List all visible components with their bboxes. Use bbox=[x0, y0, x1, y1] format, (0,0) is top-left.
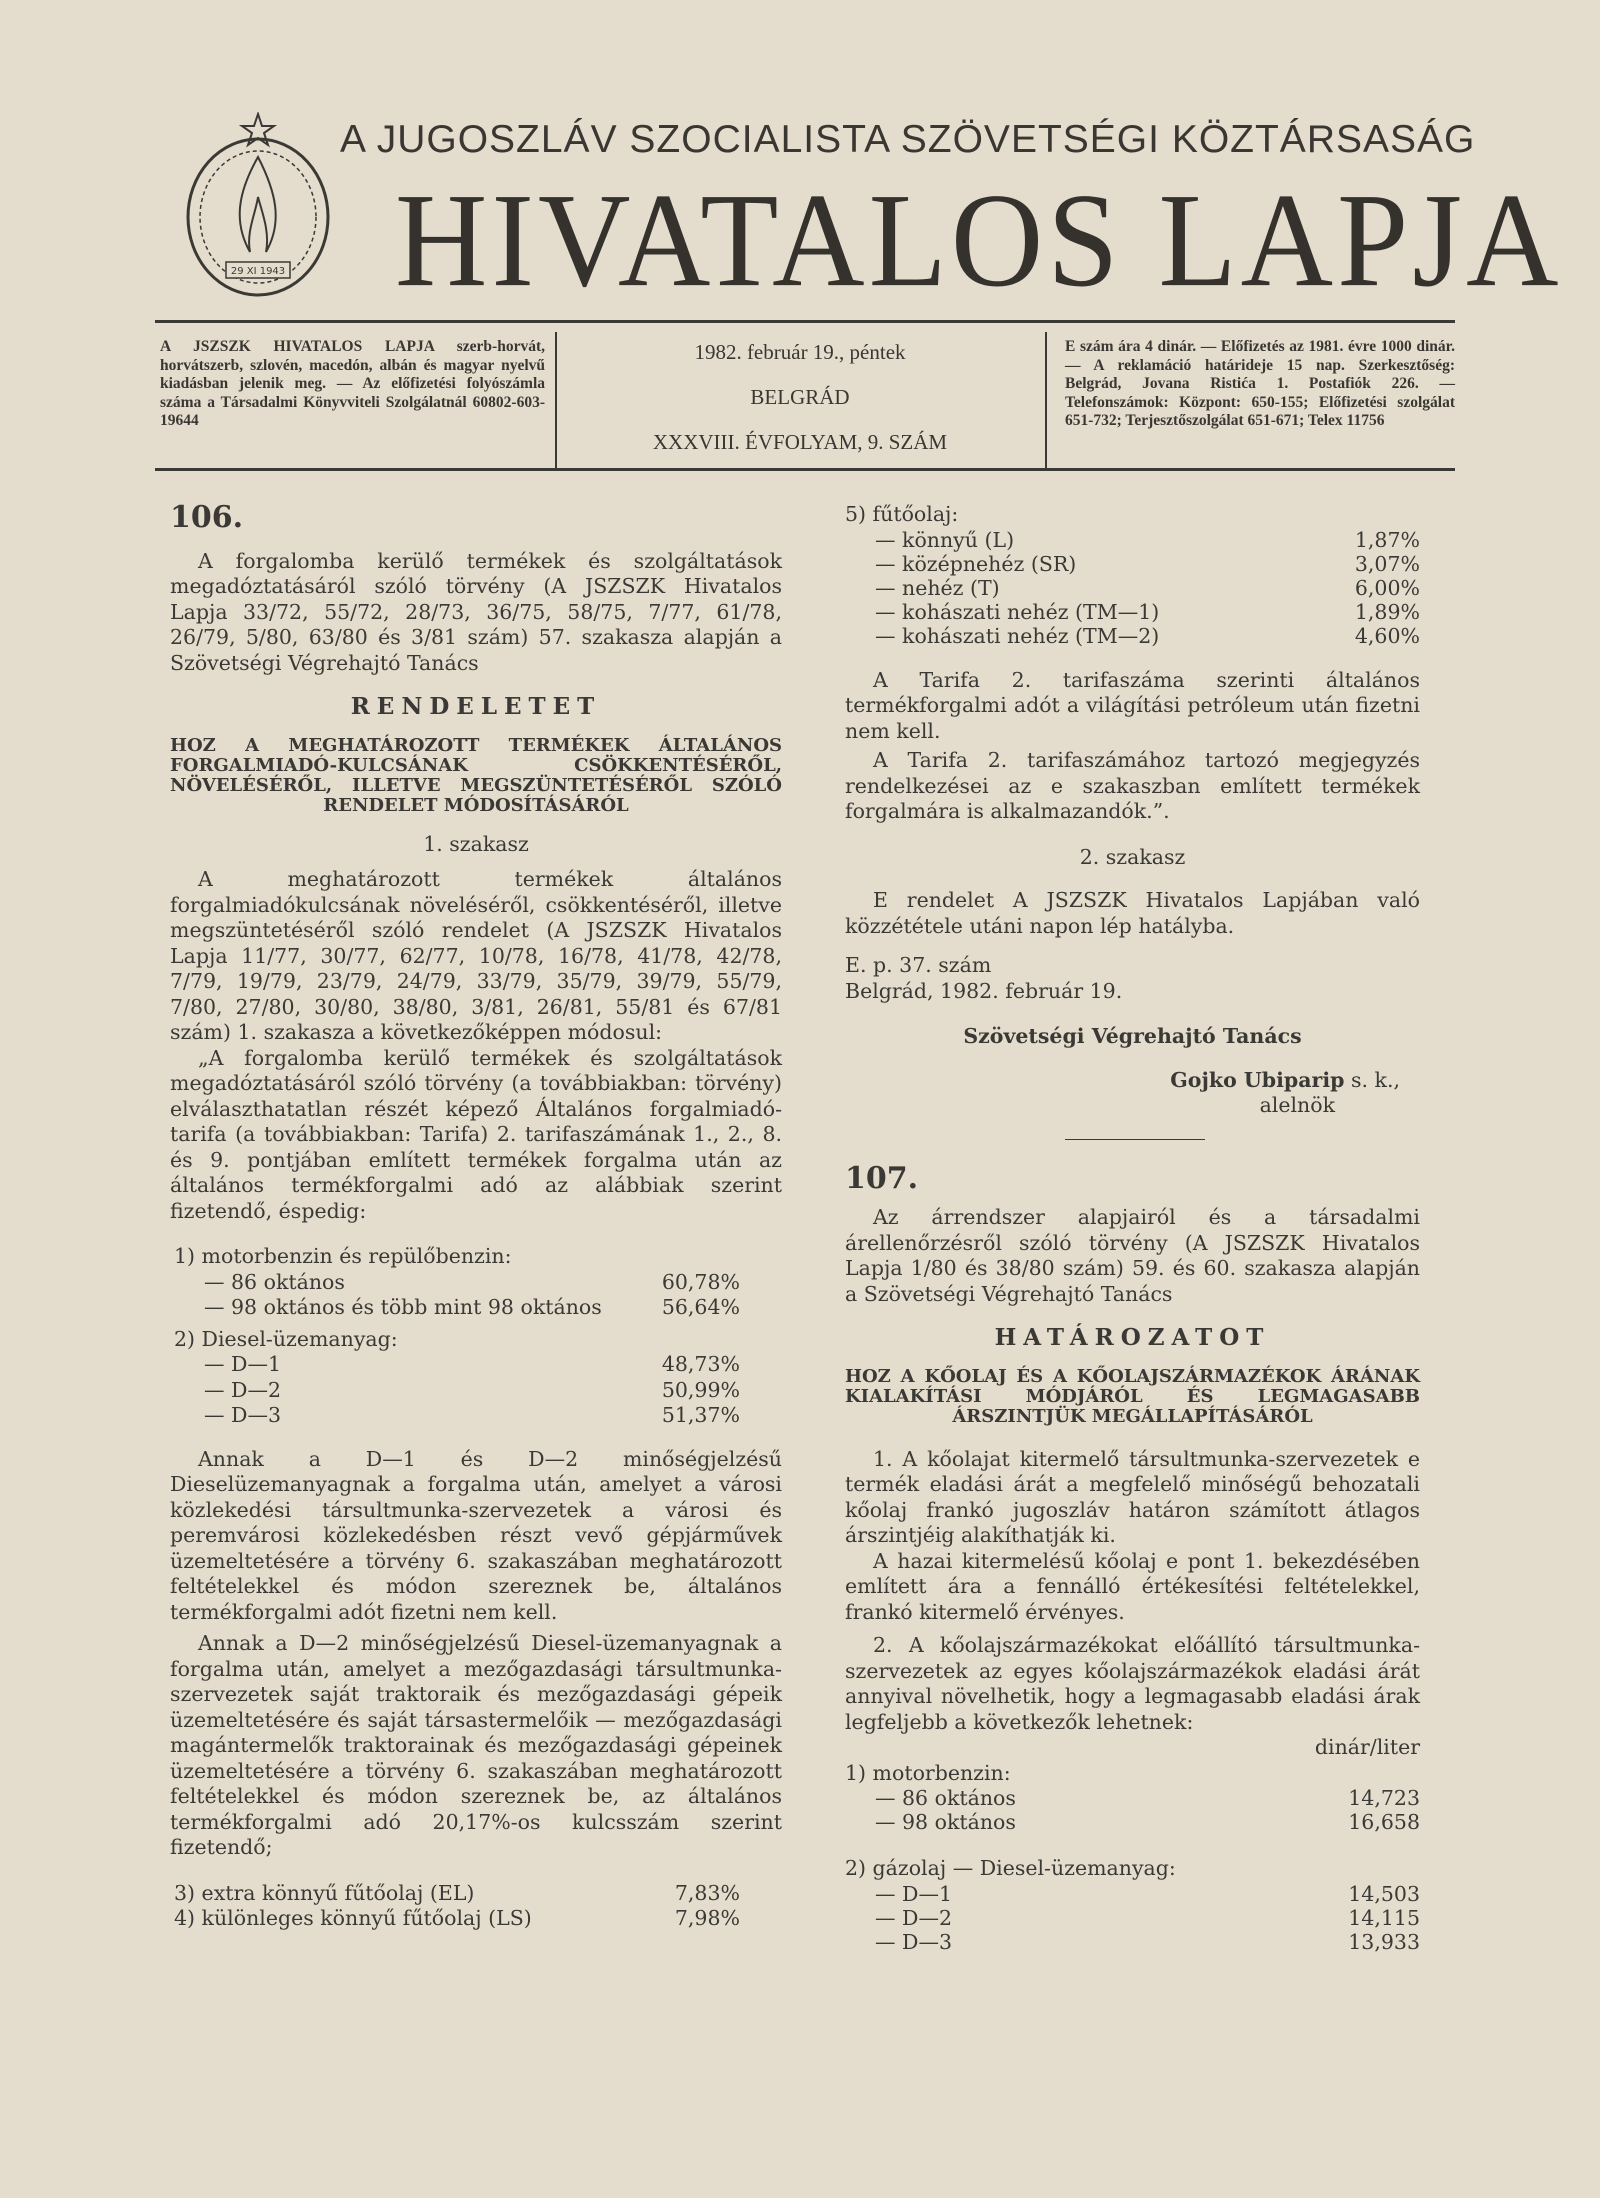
state-emblem-icon bbox=[178, 112, 338, 312]
paragraph: A meghatározott termékek általános forgalmiadókulcsának növeléséről, csökkentéséről, illetve megszüntetéséről szóló rendelet (A JSZSZK Hivatalos Lapja 11/77, 30/77, 62/77, 10/78, 16/78, 41/78, 42/78, 7/79, 19/79, 23/79, 24/79, 33/79, 35/79, 39/79, 55/79, 7/80, 27/80, 30/80, 38/80, 3/81, 26/81, 55/81 és 67/81 szám) 1. szakasza a következőképpen módosul: bbox=[170, 867, 782, 1044]
signer-sk: s. k., bbox=[1350, 1067, 1400, 1092]
rate-row: — kohászati nehéz (TM—2) 4,60% bbox=[875, 623, 1420, 648]
header-top-rule bbox=[155, 320, 1455, 323]
header-left-info: A JSZSZK HIVATALOS LAPJA szerb-horvát, horvátszerb, szlovén, macedón, albán és magyar nyelvű kiadásban jelenik meg. — Az előfizetési folyószámla száma a Társadalmi Könyvviteli Szolgálatnál 60802-603-19644 bbox=[160, 338, 545, 429]
reference-number: E. p. 37. szám bbox=[845, 953, 992, 977]
right-column bbox=[845, 502, 1420, 1954]
section-heading: 1. szakasz bbox=[423, 831, 529, 856]
header-center bbox=[560, 340, 1040, 475]
header-divider bbox=[1045, 332, 1047, 470]
list-label: 2) Diesel-üzemanyag: bbox=[174, 1326, 398, 1351]
act-number: 107. bbox=[845, 1160, 919, 1196]
decision-title: HOZ A KŐOLAJ ÉS A KŐOLAJSZÁRMAZÉKOK ÁRÁNAK KIALAKÍTÁSI MÓDJÁRÓL ÉS LEGMAGASABB ÁRSZINTJÜK MEGÁLLAPÍTÁSÁRÓL bbox=[845, 1365, 1420, 1427]
header-bottom-rule bbox=[155, 468, 1455, 471]
signer-name: Gojko Ubiparip bbox=[1170, 1067, 1345, 1092]
paragraph: A Tarifa 2. tarifaszáma szerinti általános termékforgalmi adót a világítási petróleum után fizetni nem kell. bbox=[845, 667, 1420, 743]
signer-role: alelnök bbox=[1259, 1093, 1335, 1117]
decision-type: HATÁROZATOT bbox=[994, 1324, 1271, 1351]
svg-text:29 XI 1943: 29 XI 1943 bbox=[230, 266, 286, 277]
decree-type: RENDELETET bbox=[350, 693, 602, 720]
place-date: Belgrád, 1982. február 19. bbox=[845, 978, 1123, 1003]
rate-list-motor bbox=[170, 1244, 782, 1429]
issue-number: XXXVIII. ÉVFOLYAM, 9. SZÁM bbox=[652, 430, 948, 454]
paragraph: „A forgalomba kerülő termékek és szolgáltatások megadóztatásáról szóló törvény (a továbbiakban: törvény) elválaszthatatlan részét képező Általános forgalmiadó-tarifa (a továbbiakban: Tarifa) 2. tarifaszámának 1., 2., 8. és 9. pontjában említett termékek forgalma után az általános termékforgalmi adó az alábbiak szerint fizetendő, éspedig: bbox=[170, 1045, 782, 1223]
act-number: 106. bbox=[170, 500, 244, 535]
preamble: Az árrendszer alapjairól és a társadalmi árellenőrzésről szóló törvény (A JSZSZK Hivatalos Lapja 1/80 és 38/80 szám) 59. és 60. szakasza alapján a Szövetségi Végrehajtó Tanács bbox=[845, 1205, 1420, 1306]
paragraph: 2. A kőolajszármazékokat előállító társultmunka-szervezetek az egyes kőolajszármazékok eladási árát annyival növelhetik, hogy a legmagasabb eladási árak legfeljebb a következők lehetnek: bbox=[845, 1633, 1420, 1734]
rate-list-heating bbox=[170, 1881, 782, 1932]
paragraph: A hazai kitermelésű kőolaj e pont 1. bekezdésében említett ára a fennálló értékesítési feltételekkel, frankó kitermelő érvényes. bbox=[845, 1548, 1420, 1624]
list-label: 2) gázolaj — Diesel-üzemanyag: bbox=[845, 1856, 1176, 1880]
paragraph: 1. A kőolajat kitermelő társultmunka-szervezetek e termék eladási árát a megfelelő minőségű behozatali kőolaj frankó jugoszláv határon számított átlagos árszintjéig alakíthatják ki. bbox=[845, 1446, 1420, 1547]
price-row: — 98 oktános 16,658 bbox=[875, 1810, 1420, 1834]
header-divider bbox=[555, 332, 557, 470]
list-label: 5) fűtőolaj: bbox=[845, 502, 959, 526]
signature bbox=[845, 1068, 1420, 1094]
list-label: 1) motorbenzin és repülőbenzin: bbox=[174, 1244, 512, 1268]
masthead-supertitle: A JUGOSZLÁV SZOCIALISTA SZÖVETSÉGI KÖZTÁRSASÁG bbox=[340, 118, 1476, 161]
price-row: — 86 oktános 14,723 bbox=[875, 1786, 1420, 1810]
rate-row: 4) különleges könnyű fűtőolaj (LS) 7,98% bbox=[174, 1906, 740, 1930]
price-list bbox=[845, 1735, 1420, 1954]
paragraph: E rendelet A JSZSZK Hivatalos Lapjában való közzététele utáni napon lép hatályba. bbox=[845, 888, 1420, 938]
price-row: — D—2 14,115 bbox=[875, 1905, 1420, 1930]
issue-city: BELGRÁD bbox=[750, 385, 850, 409]
masthead-title: HIVATALOS LAPJA bbox=[395, 165, 1563, 315]
rate-row: — könnyű (L) 1,87% bbox=[875, 527, 1420, 552]
paragraph: Annak a D—1 és D—2 minőségjelzésű Dieselüzemanyagnak a forgalma után, amelyet a városi közlekedési társultmunka-szervezetek a városi és peremvárosi közlekedésben részt vevő gépjárművek üzemeltetésére a törvény 6. szakaszában meghatározott feltételekkel és módon szereznek be, általános termékforgalmi adót fizetni nem kell. bbox=[170, 1446, 782, 1624]
rate-row: — nehéz (T) 6,00% bbox=[875, 575, 1420, 600]
header-right-info: E szám ára 4 dinár. — Előfizetés az 1981. évre 1000 dinár. — A reklamáció határideje 15 nap. Szerkesztőség: Belgrád, Jovana Ristića 1. Postafiók 226. — Telefonszámok: Központ: 650-155; Előfizetési szolgálat 651-732; Terjesztőszolgálat 651-671; Telex 11756 bbox=[1065, 338, 1455, 429]
rate-list-fueloil bbox=[845, 502, 1420, 648]
rate-row: — 86 oktános 60,78% bbox=[204, 1269, 740, 1294]
price-unit: dinár/liter bbox=[1314, 1735, 1420, 1759]
list-label: 1) motorbenzin: bbox=[845, 1760, 1011, 1785]
rate-row: 3) extra könnyű fűtőolaj (EL) 7,83% bbox=[174, 1880, 740, 1905]
rate-row: — D—3 51,37% bbox=[204, 1403, 740, 1427]
section-heading: 2. szakasz bbox=[1079, 844, 1186, 869]
rate-row: — középnehéz (SR) 3,07% bbox=[875, 551, 1420, 576]
rate-row: — D—2 50,99% bbox=[204, 1377, 740, 1402]
signer-body: Szövetségi Végrehajtó Tanács bbox=[963, 1024, 1302, 1048]
decree-title: HOZ A MEGHATÁROZOTT TERMÉKEK ÁLTALÁNOS FORGALMIADÓ-KULCSÁNAK CSÖKKENTÉSÉRŐL, NÖVELÉSÉRŐL, ILLETVE MEGSZÜNTETÉSÉRŐL SZÓLÓ RENDELET MÓDOSÍTÁSÁRÓL bbox=[170, 734, 782, 816]
price-row: — D—3 13,933 bbox=[875, 1929, 1420, 1954]
left-column bbox=[170, 500, 782, 1932]
paragraph: A Tarifa 2. tarifaszámához tartozó megjegyzés rendelkezései az e szakaszban említett termékek forgalmára is alkalmazandók.”. bbox=[845, 748, 1420, 823]
rate-row: — D—1 48,73% bbox=[204, 1352, 740, 1376]
paragraph: Annak a D—2 minőségjelzésű Diesel-üzemanyagnak a forgalma után, amelyet a mezőgazdasági társultmunka-szervezetek saját traktoraik és mezőgazdasági gépeik üzemeltetésére és saját társastermelőik — mezőgazdasági magántermelők traktorainak és mezőgazdasági gépeinek üzemeltetésére a törvény 6. szakaszában meghatározott feltételekkel és módon szereznek be, az általános termékforgalmi adó 20,17%-os kulcsszám szerint fizetendő; bbox=[170, 1631, 782, 1859]
issue-date: 1982. február 19., péntek bbox=[694, 340, 906, 364]
separator bbox=[1065, 1139, 1205, 1140]
price-row: — D—1 14,503 bbox=[875, 1881, 1420, 1906]
rate-row: — 98 oktános és több mint 98 oktános 56,64% bbox=[204, 1295, 740, 1319]
rate-row: — kohászati nehéz (TM—1) 1,89% bbox=[875, 599, 1420, 624]
preamble: A forgalomba kerülő termékek és szolgáltatások megadóztatásáról szóló törvény (A JSZSZK Hivatalos Lapja 33/72, 55/72, 28/73, 36/75, 58/75, 7/77, 61/78, 26/79, 5/80, 63/80 és 3/81 szám) 57. szakasza alapján a Szövetségi Végrehajtó Tanács bbox=[170, 548, 782, 675]
